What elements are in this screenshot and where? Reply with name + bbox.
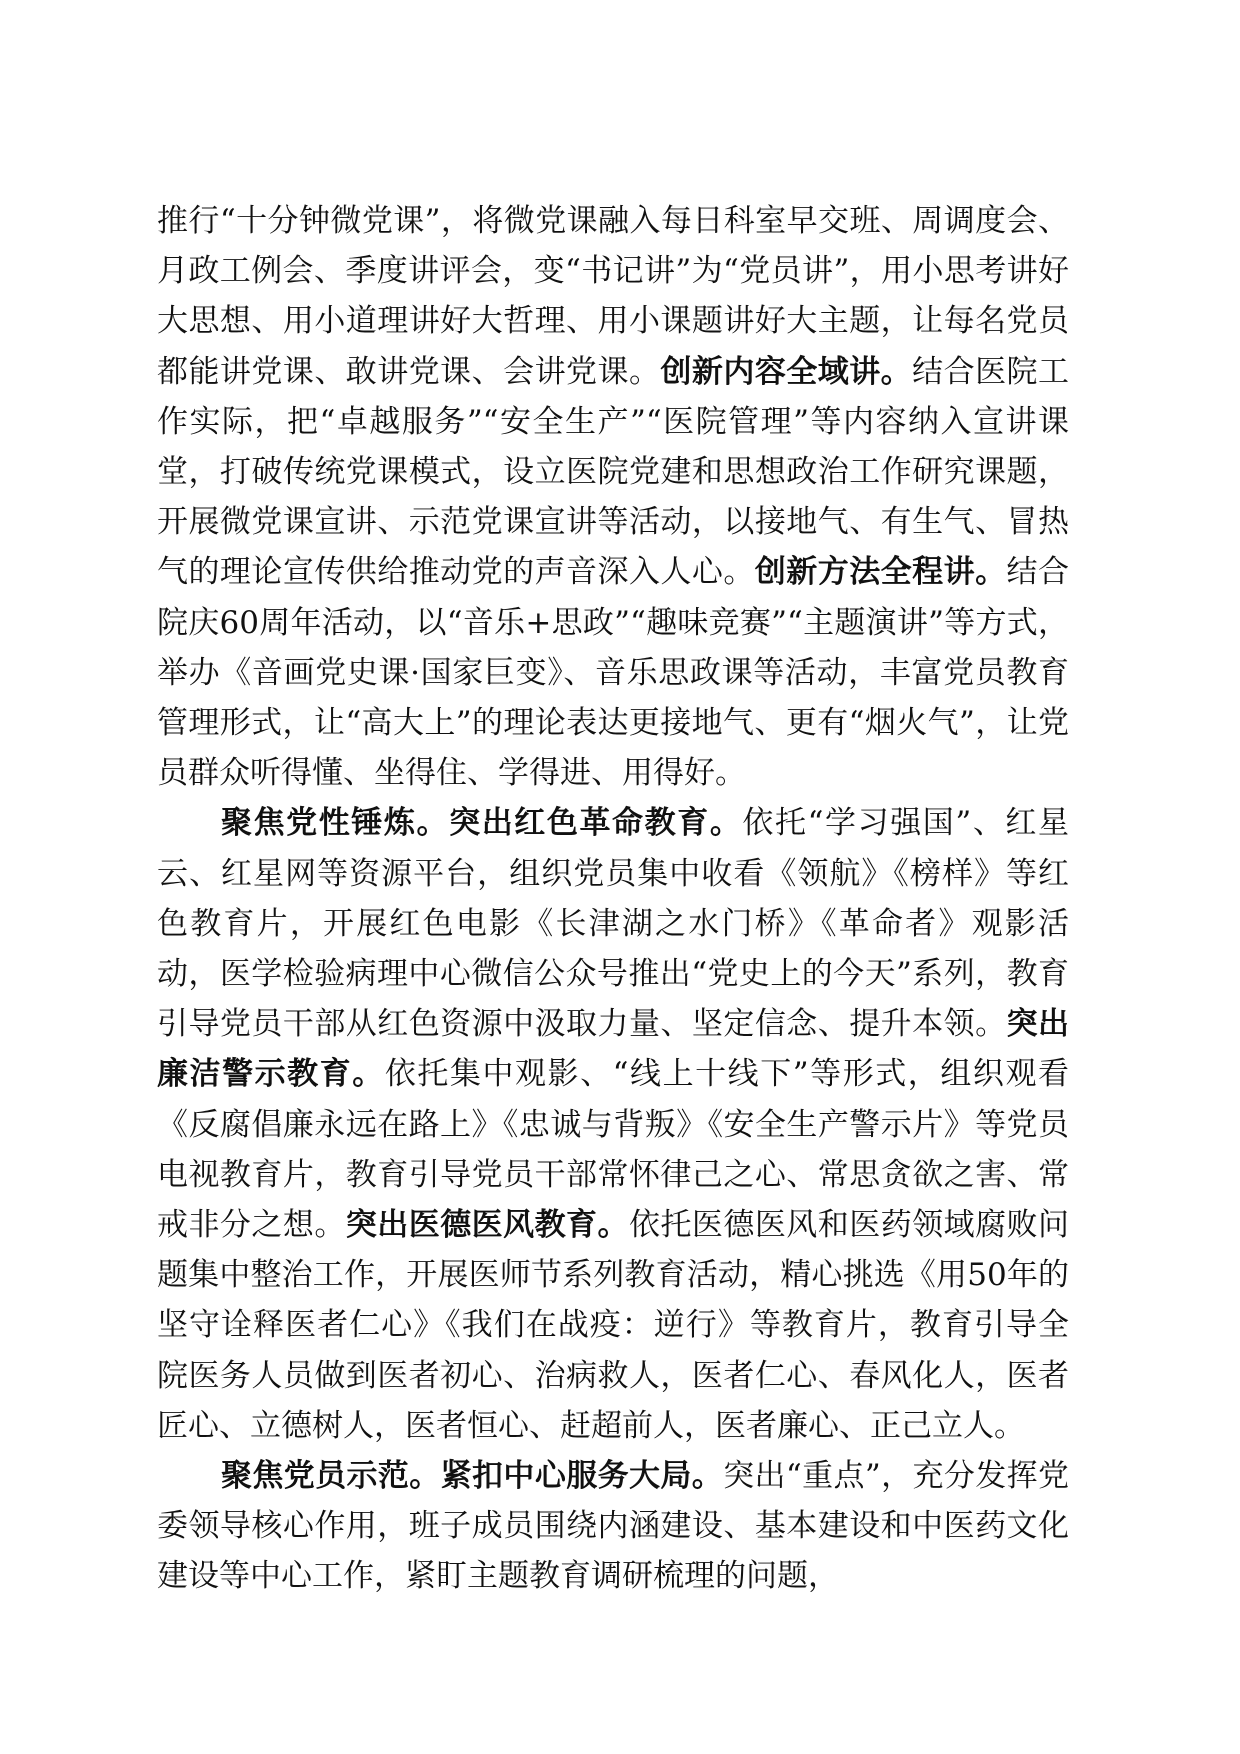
body-text: 推行“十分钟微党课”，将微党课融入每日科室早交班、周调度会、月政工例会、季度讲评会，变“书记讲”为“党员讲”，用小思考讲好大思想、用小道理讲好大哲理、用小课题讲好大主题，让每名党员都能讲党课、敢讲党课、会讲党课。 [157, 203, 1069, 390]
bold-heading: 聚焦党性锤炼。突出红色革命教育。 [221, 805, 743, 842]
body-text: 依托“学习强国”、红星云、红星网等资源平台，组织党员集中收看《领航》《榜样》等红色教育片，开展红色电影《长津湖之水门桥》《革命者》观影活动，医学检验病理中心微信公众号推出“党史上的今天”系列，教育引导党员干部从红色资源中汲取力量、坚定信念、提升本领。 [157, 805, 1070, 1043]
bold-heading: 突出廉洁警示教育。 [157, 1006, 1070, 1093]
body-text: 结合医院工作实际，把“卓越服务”“安全生产”“医院管理”等内容纳入宣讲课堂，打破传统党课模式，设立医院党建和思想政治工作研究课题，开展微党课宣讲、示范党课宣讲等活动，以接地气、有生气、冒热气的理论宣传供给推动党的声音深入人心。 [157, 353, 1070, 591]
document-body [157, 196, 1069, 1602]
paragraph-3 [157, 1451, 1069, 1602]
body-text: 依托集中观影、“线上十线下”等形式，组织观看《反腐倡廉永远在路上》《忠诚与背叛》《安全生产警示片》等党员电视教育片，教育引导党员干部常怀律己之心、常思贪欲之害、常戒非分之想。 [157, 1056, 1069, 1244]
bold-heading: 创新方法全程讲。 [754, 554, 1007, 591]
body-text: 依托医德医风和医药领域腐败问题集中整治工作，开展医师节系列教育活动，精心挑选《用50年的坚守诠释医者仁心》《我们在战疫：逆行》等教育片，教育引导全院医务人员做到医者初心、治病救人，医者仁心、春风化人，医者匠心、立德树人，医者恒心、赶超前人，医者廉心、正己立人。 [157, 1207, 1070, 1444]
paragraph-2 [157, 798, 1069, 1451]
body-text: 突出“重点”，充分发挥党委领导核心作用，班子成员围绕内涵建设、基本建设和中医药文化建设等中心工作，紧盯主题教育调研梳理的问题， [157, 1458, 1069, 1595]
paragraph-1 [157, 196, 1069, 798]
body-text: 结合院庆60周年活动，以“音乐+思政”“趣味竞赛”“主题演讲”等方式，举办《音画党史课·国家巨变》、音乐思政课等活动，丰富党员教育管理形式，让“高大上”的理论表达更接地气、更有“烟火气”，让党员群众听得懂、坐得住、学得进、用得好。 [157, 554, 1070, 792]
bold-heading: 突出医德医风教育。 [345, 1207, 629, 1244]
bold-heading: 聚焦党员示范。紧扣中心服务大局。 [221, 1458, 724, 1495]
bold-heading: 创新内容全域讲。 [660, 353, 913, 390]
